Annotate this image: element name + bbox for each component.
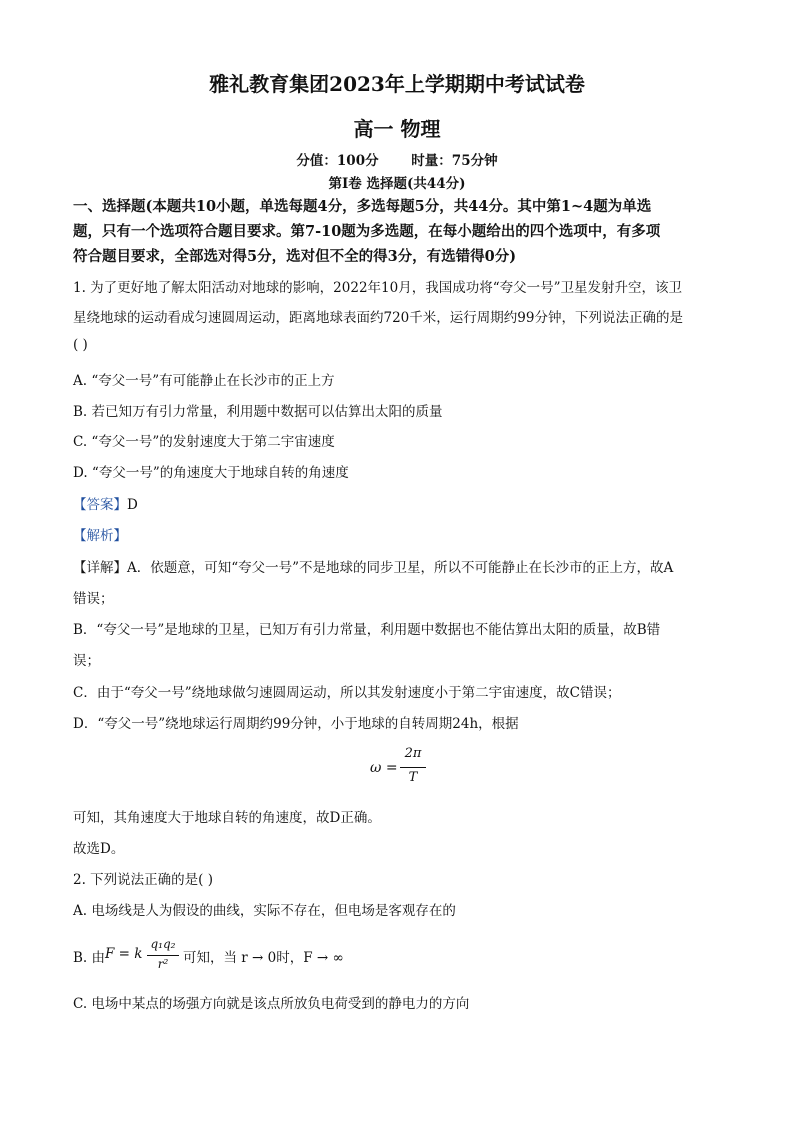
part-heading: 第Ⅰ卷 选择题(共44分) — [328, 176, 466, 192]
q1-stem-line1: 1. 为了更好地了解太阳活动对地球的影响，2022年10月，我国成功将“夸父一号”卫星发射升空，该卫 — [73, 280, 683, 296]
fraction-bar — [400, 767, 426, 768]
q2-option-c: C. 电场中某点的场强方向就是该点所放负电荷受到的静电力的方向 — [73, 996, 470, 1012]
formula-lhs: ω = — [370, 760, 398, 776]
q1-option-b: B. 若已知万有引力常量，利用题中数据可以估算出太阳的质量 — [73, 404, 443, 420]
score-text: 分值：100分 — [296, 153, 379, 169]
answer-value: D — [127, 497, 138, 513]
coulomb-denominator: r² — [157, 957, 169, 971]
coulomb-lhs: F = k — [105, 946, 143, 962]
q1-detail-line4: 误； — [73, 653, 100, 669]
coulomb-fraction-bar — [147, 955, 179, 956]
q1-option-a: A. “夸父一号”有可能静止在长沙市的正上方 — [73, 373, 335, 389]
q1-detail-line1 — [73, 556, 673, 576]
coulomb-numerator: q₁q₂ — [150, 937, 176, 951]
q2-option-b-prefix: B. 由 — [73, 950, 106, 966]
section-instructions-line3: 符合题目要求，全部选对得5分，选对但不全的得3分，有选错得0分) — [73, 248, 517, 265]
section-instructions-line2: 题，只有一个选项符合题目要求。第7-10题为多选题，在每小题给出的四个选项中，有多项 — [73, 223, 661, 240]
q2-option-b-suffix: 可知，当 r → 0时，F → ∞ — [183, 950, 344, 966]
q1-conclusion: 可知，其角速度大于地球自转的角速度，故D正确。 — [73, 810, 381, 826]
answer-tag: 【答案】 — [73, 497, 127, 513]
detail-tag: 【详解】 — [73, 560, 127, 576]
detail-text-a: A．依题意，可知“夸父一号”不是地球的同步卫星，所以不可能静止在长沙市的正上方，故A — [127, 560, 674, 576]
q1-option-d: D. “夸父一号”的角速度大于地球自转的角速度 — [73, 465, 349, 481]
q1-detail-line3: B．“夸父一号”是地球的卫星，已知万有引力常量，利用题中数据也不能估算出太阳的质量，故B错 — [73, 622, 661, 638]
time-text: 时量：75分钟 — [411, 153, 498, 169]
q1-answer — [73, 493, 138, 513]
section-instructions-line1: 一、选择题(本题共10小题，单选每题4分，多选每题5分，共44分。其中第1~4题为单选 — [73, 198, 652, 215]
exam-title: 雅礼教育集团2023年上学期期中考试试卷 — [209, 72, 585, 96]
exam-subject: 高一 物理 — [353, 117, 441, 141]
analysis-tag: 【解析】 — [73, 528, 127, 544]
q1-choice: 故选D。 — [73, 841, 125, 857]
omega-formula — [360, 746, 440, 792]
exam-meta — [0, 149, 794, 169]
q1-option-c: C. “夸父一号”的发射速度大于第二宇宙速度 — [73, 434, 335, 450]
formula-numerator: 2π — [404, 746, 422, 761]
q1-stem-line2: 星绕地球的运动看成匀速圆周运动，距离地球表面约720千米，运行周期约99分钟，下列说法正确的是 — [73, 310, 683, 326]
q2-option-a: A. 电场线是人为假设的曲线，实际不存在，但电场是客观存在的 — [73, 903, 456, 919]
q1-stem-line3: ( ) — [73, 337, 88, 353]
q1-detail-line5: C．由于“夸父一号”绕地球做匀速圆周运动，所以其发射速度小于第二宇宙速度，故C错误； — [73, 685, 621, 701]
q2-option-b — [73, 937, 493, 977]
q1-detail-line6: D．“夸父一号”绕地球运行周期约99分钟，小于地球的自转周期24h，根据 — [73, 716, 519, 732]
q2-stem: 2. 下列说法正确的是( ) — [73, 872, 213, 888]
q1-detail-line2: 错误； — [73, 591, 114, 607]
formula-denominator: T — [408, 770, 418, 785]
